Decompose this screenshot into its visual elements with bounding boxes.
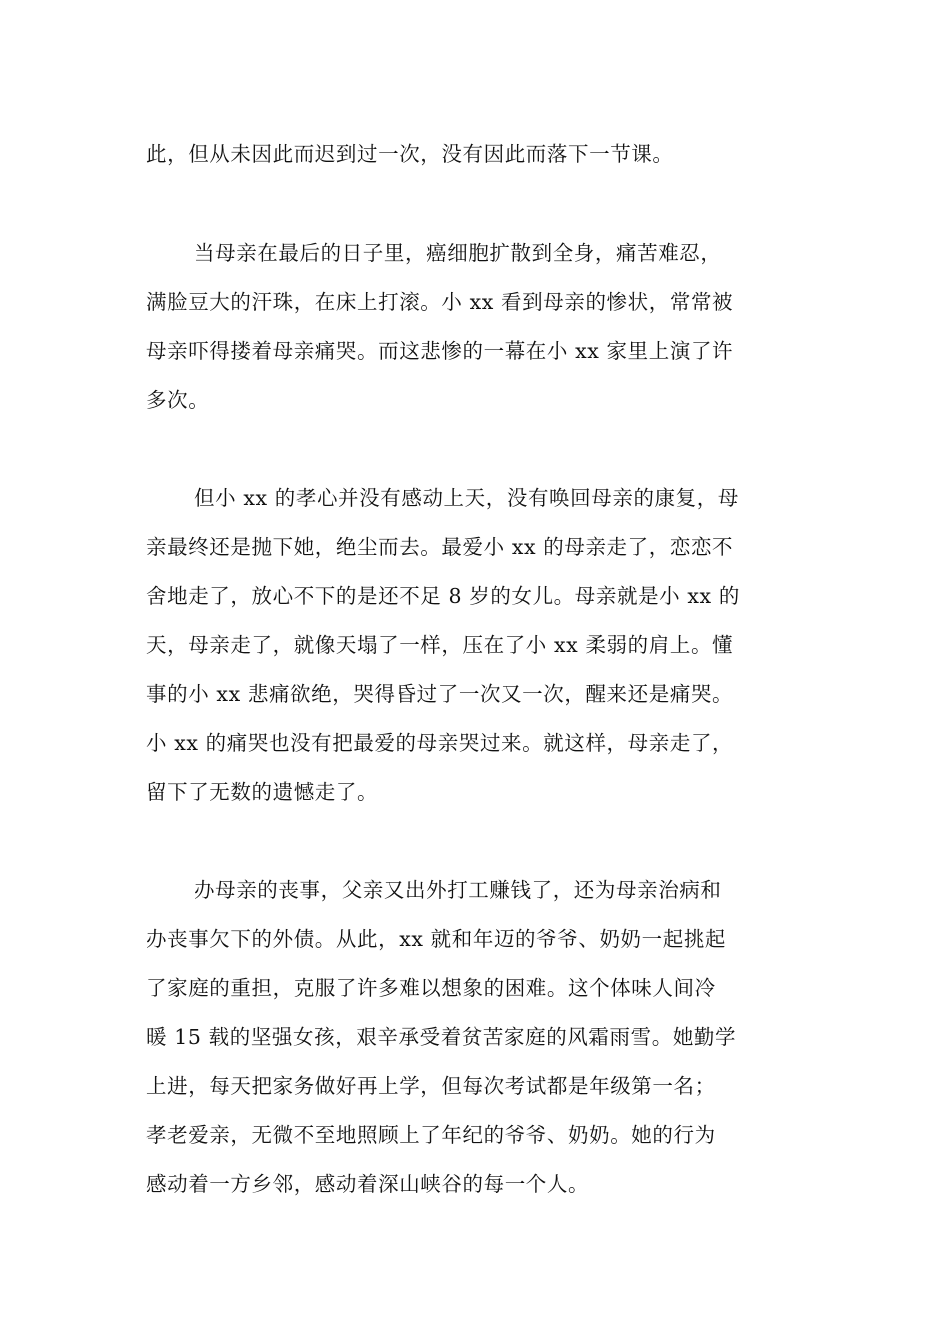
paragraph-3-line-1: 但小 xx 的孝心并没有感动上天，没有唤回母亲的康复，母 [194,486,739,510]
paragraph-3-line-5: 事的小 xx 悲痛欲绝，哭得昏过了一次又一次，醒来还是痛哭。 [146,682,734,706]
paragraph-3-line-7: 留下了无数的遗憾走了。 [146,780,379,804]
paragraph-2-line-4: 多次。 [146,388,210,412]
paragraph-4-line-6: 孝老爱亲，无微不至地照顾上了年纪的爷爷、奶奶。她的行为 [146,1123,716,1147]
paragraph-4-line-5: 上进，每天把家务做好再上学，但每次考试都是年级第一名； [146,1074,716,1098]
paragraph-1-line-1: 此，但从未因此而迟到过一次，没有因此而落下一节课。 [146,142,674,166]
paragraph-2-line-3: 母亲吓得搂着母亲痛哭。而这悲惨的一幕在小 xx 家里上演了许 [146,339,734,363]
paragraph-2-line-2: 满脸豆大的汗珠，在床上打滚。小 xx 看到母亲的惨状，常常被 [146,290,734,314]
paragraph-4-line-2: 办丧事欠下的外债。从此，xx 就和年迈的爷爷、奶奶一起挑起 [146,927,727,951]
paragraph-3-line-6: 小 xx 的痛哭也没有把最爱的母亲哭过来。就这样，母亲走了， [146,731,734,755]
paragraph-4-line-7: 感动着一方乡邻，感动着深山峡谷的每一个人。 [146,1172,590,1196]
paragraph-4-line-3: 了家庭的重担，克服了许多难以想象的困难。这个体味人间冷 [146,976,716,1000]
paragraph-3-line-4: 天，母亲走了，就像天塌了一样，压在了小 xx 柔弱的肩上。懂 [146,633,734,657]
paragraph-4-line-1: 办母亲的丧事，父亲又出外打工赚钱了，还为母亲治病和 [194,878,722,902]
paragraph-4-line-4: 暖 15 载的坚强女孩，艰辛承受着贫苦家庭的风霜雨雪。她勤学 [146,1025,737,1049]
paragraph-3-line-3: 舍地走了，放心不下的是还不足 8 岁的女儿。母亲就是小 xx 的 [146,584,740,608]
paragraph-3-line-2: 亲最终还是抛下她，绝尘而去。最爱小 xx 的母亲走了，恋恋不 [146,535,734,559]
paragraph-2-line-1: 当母亲在最后的日子里，癌细胞扩散到全身，痛苦难忍， [194,241,722,265]
